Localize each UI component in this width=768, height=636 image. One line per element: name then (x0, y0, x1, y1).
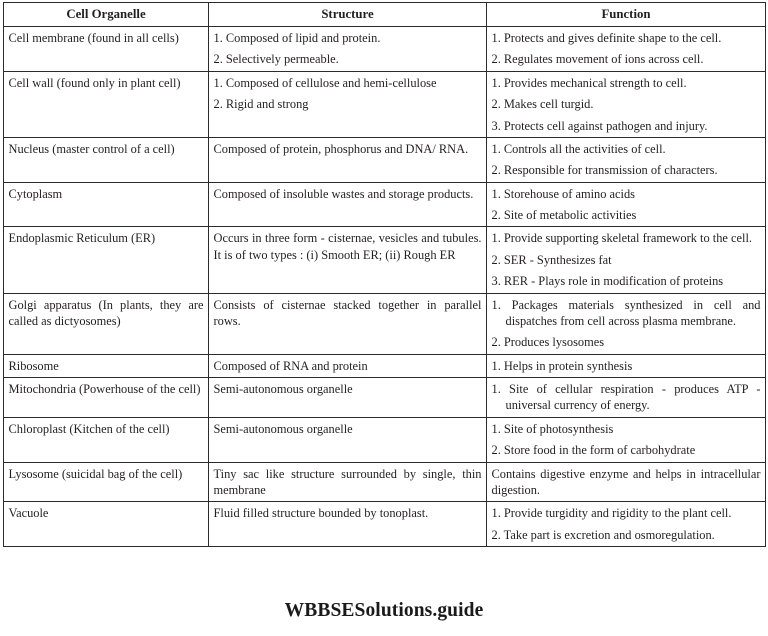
organelle-name: Ribosome (8, 358, 59, 373)
structure-text: Semi-autonomous organelle (213, 421, 353, 436)
function-item: 3. RER - Plays role in modification of proteins (491, 274, 724, 289)
organelle-cell (3, 378, 208, 418)
organelle-cell (3, 354, 208, 377)
structure-cell (208, 27, 486, 72)
table-row (3, 354, 765, 377)
organelle-name: Vacuole (8, 506, 49, 521)
function-cell (486, 182, 765, 227)
function-item: 1. Helps in protein synthesis (491, 358, 633, 373)
function-list (492, 75, 761, 134)
structure-cell (208, 378, 486, 418)
organelle-cell (3, 462, 208, 502)
function-item: 1. Protects and gives definite shape to the cell. (491, 31, 722, 45)
table-row (3, 462, 765, 502)
function-cell (486, 227, 765, 293)
organelle-cell (3, 71, 208, 137)
structure-cell (208, 182, 486, 227)
organelle-cell (3, 293, 208, 354)
structure-item: 1. Composed of lipid and protein. (213, 31, 381, 45)
structure-cell (208, 354, 486, 377)
function-list (492, 358, 761, 374)
organelle-cell (3, 27, 208, 72)
function-item: 3. Protects cell against pathogen and injury. (491, 118, 708, 133)
function-list (492, 505, 761, 543)
structure-cell (208, 227, 486, 293)
organelle-cell (3, 227, 208, 293)
table-row (3, 182, 765, 227)
organelle-name: Lysosome (suicidal bag of the cell) (8, 466, 183, 481)
table-row (3, 227, 765, 293)
function-item: 2. Responsible for transmission of characters. (491, 163, 718, 178)
function-item: 2. SER - Synthesizes fat (491, 252, 612, 267)
function-item: 2. Produces lysosomes (491, 335, 605, 350)
function-cell (486, 354, 765, 377)
column-header-cell-organelle: Cell Organelle (3, 3, 208, 27)
function-item: 2. Store food in the form of carbohydrate (491, 443, 696, 458)
structure-text: Occurs in three form - cisternae, vesicles and tubules. It is of two types : (i) Smooth ER; (ii) Rough ER (213, 231, 482, 262)
footer-brand: WBBSESolutions.guide (284, 600, 484, 621)
function-item: 1. Provide turgidity and rigidity to the plant cell. (491, 506, 732, 521)
header-row (3, 3, 765, 27)
function-list (492, 141, 761, 179)
structure-cell (208, 293, 486, 354)
function-item: 1. Site of cellular respiration - produces ATP - universal currency of energy. (491, 382, 761, 413)
structure-text: Composed of insoluble wastes and storage products. (213, 186, 474, 201)
column-header-structure: Structure (208, 3, 486, 27)
table-row (3, 71, 765, 137)
structure-text: Tiny sac like structure surrounded by single, thin membrane (213, 466, 482, 497)
organelle-cell (3, 137, 208, 182)
function-cell (486, 27, 765, 72)
organelle-name: Cell wall (found only in plant cell) (8, 75, 181, 90)
function-list (492, 230, 761, 289)
function-item: 1. Controls all the activities of cell. (491, 141, 666, 156)
table-row (3, 27, 765, 72)
function-list (492, 297, 761, 351)
organelle-name: Chloroplast (Kitchen of the cell) (8, 421, 170, 436)
structure-item: 2. Selectively permeable. (213, 52, 339, 67)
function-list (492, 421, 761, 459)
function-cell (486, 71, 765, 137)
structure-cell (208, 71, 486, 137)
structure-list (214, 75, 482, 113)
function-item: 1. Storehouse of amino acids (491, 186, 635, 201)
structure-item: 1. Composed of cellulose and hemi-cellulose (213, 75, 437, 90)
organelle-cell (3, 417, 208, 462)
structure-text: Composed of RNA and protein (213, 358, 368, 373)
organelle-name: Mitochondria (Powerhouse of the cell) (8, 382, 201, 396)
function-item: 1. Provides mechanical strength to cell. (491, 75, 687, 90)
page-root (0, 2, 768, 636)
function-list (492, 186, 761, 224)
structure-text: Consists of cisternae stacked together in parallel rows. (213, 297, 482, 328)
structure-cell (208, 417, 486, 462)
table-row (3, 137, 765, 182)
structure-item: 2. Rigid and strong (213, 97, 309, 112)
table-row (3, 378, 765, 418)
function-item: 2. Site of metabolic activities (491, 208, 637, 222)
cell-organelle-table (3, 2, 766, 547)
function-cell (486, 293, 765, 354)
organelle-name: Endoplasmic Reticulum (ER) (8, 231, 156, 246)
function-cell (486, 378, 765, 418)
function-cell (486, 462, 765, 502)
organelle-name: Golgi apparatus (In plants, they are called as dictyosomes) (8, 297, 204, 328)
function-item: 2. Regulates movement of ions across cell. (491, 52, 704, 67)
structure-text: Fluid filled structure bounded by tonoplast. (213, 506, 429, 521)
structure-cell (208, 462, 486, 502)
structure-cell (208, 137, 486, 182)
structure-list (214, 30, 482, 68)
structure-text: Semi-autonomous organelle (213, 382, 353, 396)
organelle-name: Nucleus (master control of a cell) (8, 141, 175, 156)
table-body (3, 27, 765, 547)
column-header-function: Function (486, 3, 765, 27)
structure-cell (208, 502, 486, 547)
function-cell (486, 417, 765, 462)
function-cell (486, 137, 765, 182)
function-list (492, 381, 761, 414)
organelle-cell (3, 182, 208, 227)
structure-text: Composed of protein, phosphorus and DNA/ RNA. (213, 141, 469, 156)
table-header (3, 3, 765, 27)
function-item: 1. Site of photosynthesis (491, 421, 614, 436)
function-text: Contains digestive enzyme and helps in intracellular digestion. (491, 466, 761, 497)
table-row (3, 293, 765, 354)
function-item: 2. Makes cell turgid. (491, 97, 594, 112)
function-item: 1. Provide supporting skeletal framework to the cell. (491, 231, 752, 246)
function-item: 2. Take part is excretion and osmoregulation. (491, 527, 715, 542)
organelle-name: Cytoplasm (8, 186, 63, 201)
organelle-name: Cell membrane (found in all cells) (8, 31, 179, 45)
function-item: 1. Packages materials synthesized in cell and dispatches from cell across plasma membrane. (491, 297, 761, 328)
function-list (492, 30, 761, 68)
function-cell (486, 502, 765, 547)
organelle-cell (3, 502, 208, 547)
table-row (3, 502, 765, 547)
table-row (3, 417, 765, 462)
